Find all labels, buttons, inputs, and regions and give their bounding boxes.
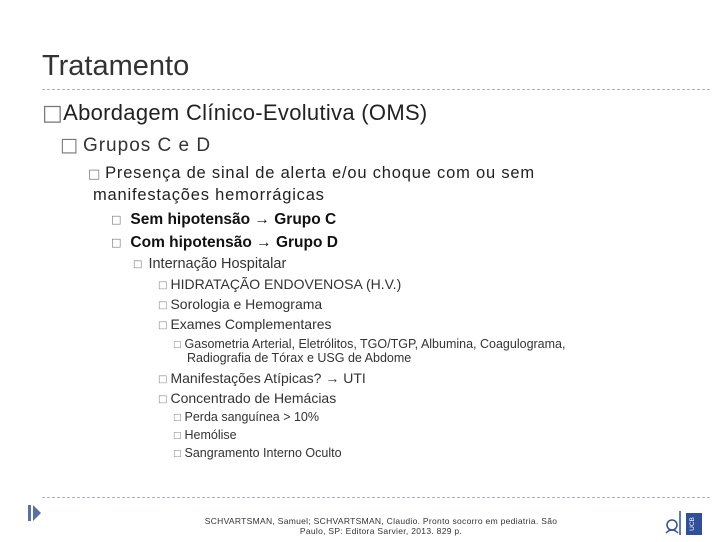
level7-text-d: Sangramento Interno Oculto bbox=[184, 446, 342, 460]
square-bullet-icon: □ bbox=[133, 259, 143, 270]
level7-text-c: Hemólise bbox=[184, 428, 237, 442]
bullet-level6-b bbox=[158, 296, 322, 312]
bullet-level7-c bbox=[173, 428, 237, 442]
level3-text-line1: Presença de sinal de alerta e/ou choque com ou sem bbox=[105, 164, 535, 182]
square-bullet-icon: □ bbox=[158, 374, 168, 385]
square-bullet-icon: □ bbox=[173, 340, 182, 350]
bullet-level7-b bbox=[173, 410, 319, 424]
level6-text-b: Sorologia e Hemograma bbox=[170, 296, 323, 312]
nav-bar bbox=[28, 505, 31, 521]
square-bullet-icon: □ bbox=[42, 101, 64, 126]
level1-text: Abordagem Clínico-Evolutiva (OMS) bbox=[63, 100, 428, 125]
logo-text: UCB bbox=[689, 517, 696, 531]
nav-marker[interactable] bbox=[26, 503, 46, 523]
play-arrow-icon bbox=[33, 505, 41, 521]
level7-text-a-line1: Gasometria Arterial, Eletrólitos, TGO/TGP, Albumina, Coagulograma, bbox=[184, 337, 566, 351]
title-divider bbox=[42, 89, 710, 90]
bullet-level6-e bbox=[158, 390, 336, 406]
bullet-level7-a bbox=[173, 337, 565, 351]
square-bullet-icon: □ bbox=[173, 449, 182, 459]
square-bullet-icon: □ bbox=[158, 280, 168, 291]
bullet-level6-a bbox=[158, 276, 401, 292]
square-bullet-icon: □ bbox=[158, 320, 168, 331]
level7-text-a-line2: Radiografia de Tórax e USG de Abdome bbox=[187, 351, 412, 365]
bullet-level2 bbox=[60, 134, 211, 157]
level4-text-a: Sem hipotensão → Grupo C bbox=[130, 211, 337, 228]
level2-text: Grupos C e D bbox=[82, 135, 212, 156]
citation: SCHVARTSMAN, Samuel; SCHVARTSMAN, Claudio. Pronto socorro em pediatria. São Paulo, SP: Editora Sarvier, 2013. 829 p. bbox=[204, 516, 558, 536]
level3-text-line2: manifestações hemorrágicas bbox=[93, 186, 325, 204]
bullet-level7-d bbox=[173, 446, 342, 460]
square-bullet-icon: □ bbox=[111, 213, 122, 226]
ucb-logo-icon bbox=[660, 505, 708, 537]
level6-text-c: Exames Complementares bbox=[170, 316, 332, 332]
footer-divider bbox=[42, 497, 710, 498]
bullet-level4-a bbox=[111, 211, 336, 229]
level6-text-d: Manifestações Atípicas? → UTI bbox=[170, 370, 366, 386]
bullet-level3 bbox=[88, 164, 535, 183]
square-bullet-icon: □ bbox=[60, 134, 79, 156]
level6-text-a: HIDRATAÇÃO ENDOVENOSA (H.V.) bbox=[170, 276, 402, 292]
bullet-level1 bbox=[42, 100, 428, 126]
level4-text-b: Com hipotensão → Grupo D bbox=[130, 234, 338, 251]
level7-text-b: Perda sanguínea > 10% bbox=[184, 410, 319, 424]
bullet-level4-b bbox=[111, 234, 338, 252]
square-bullet-icon: □ bbox=[173, 431, 182, 441]
level5-text: Internação Hospitalar bbox=[148, 256, 287, 272]
square-bullet-icon: □ bbox=[158, 300, 168, 311]
square-bullet-icon: □ bbox=[111, 236, 122, 249]
square-bullet-icon: □ bbox=[173, 413, 182, 423]
square-bullet-icon: □ bbox=[88, 167, 102, 182]
bullet-level5 bbox=[133, 256, 286, 272]
bullet-level6-d bbox=[158, 370, 366, 386]
level6-text-e: Concentrado de Hemácias bbox=[170, 390, 337, 406]
square-bullet-icon: □ bbox=[158, 394, 168, 405]
page-title: Tratamento bbox=[42, 50, 190, 82]
bullet-level6-c bbox=[158, 316, 332, 332]
university-logo bbox=[660, 505, 708, 537]
